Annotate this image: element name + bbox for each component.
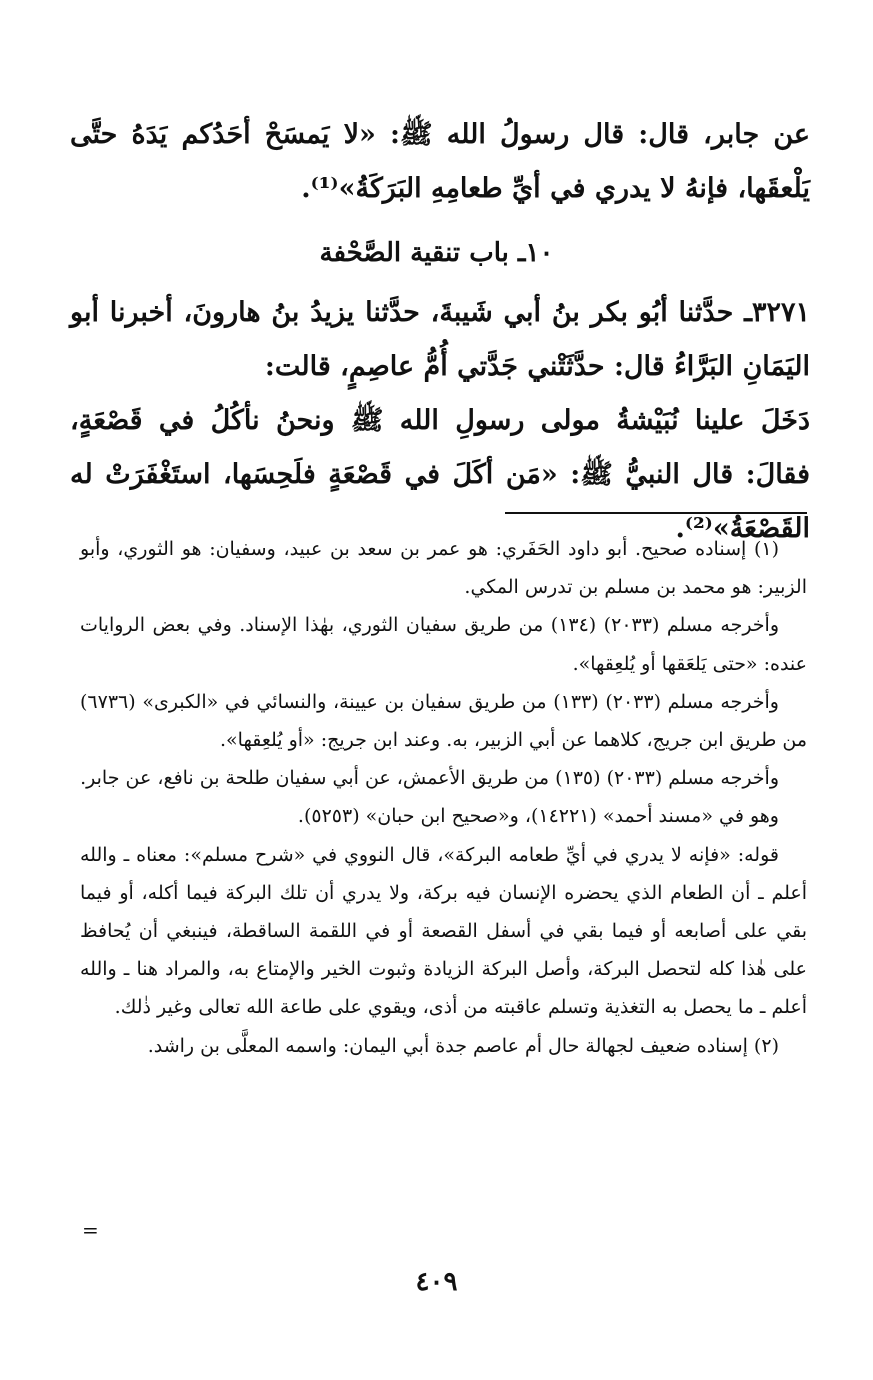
footnote-2: (٢) إسناده ضعيف لجهالة حال أم عاصم جدة أبي اليمان: واسمه المعلَّى بن راشد. [147,1034,779,1057]
footnote-1-takhrij-a: وأخرجه مسلم (٢٠٣٣) (١٣٤) من طريق سفيان الثوري، بهٰذا الإسناد. وفي بعض الروايات عنده: «حتى يَلعَقها أو يُلعِقها». [80,614,807,675]
footnote-1-commentary: قوله: «فإنه لا يدري في أيِّ طعامه البركة»، قال النووي في «شرح مسلم»: معناه ـ والله أعلم ـ أن الطعام الذي يحضره الإنسان فيه بركة، ولا يدري أن تلك البركة فيما أكله، أو فيما بقي على أصابعه أو فيما بقي في أسفل القصعة أو في اللقمة الساقطة، فينبغي أن يُحافظ على هٰذا كله لتحصل البركة، وأصل البركة الزيادة وثبوت الخير والإمتاع به، والمراد هنا ـ والله أعلم ـ ما يحصل به التغذية وتسلم عاقبته من أذى، ويقوي على طاعة الله تعالى وغير ذٰلك. [80,843,807,1019]
continuation-mark: = [82,1218,99,1242]
footnote-1-takhrij-c: وأخرجه مسلم (٢٠٣٣) (١٣٥) من طريق الأعمش، عن أبي سفيان طلحة بن نافع، عن جابر. [80,767,779,790]
page-number: ٤٠٩ [415,1267,458,1297]
footnote-1-references: وهو في «مسند أحمد» (١٤٢٢١)، و«صحيح ابن حبان» (٥٢٥٣). [297,805,779,828]
chapter-heading: ١٠ـ باب تنقية الصَّحْفة [319,238,554,268]
hadith-continuation: عن جابر، قال: قال رسولُ الله ﷺ: «لا يَمسَحْ أحَدُكم يَدَهُ حتَّى يَلْعقَها، فإنهُ لا يدري في أيِّ طعامِهِ البَرَكَةُ»⁽¹⁾. [70,119,810,204]
footnotes [80,530,807,1065]
footnote-1-takhrij-b: وأخرجه مسلم (٢٠٣٣) (١٣٣) من طريق سفيان بن عيينة، والنسائي في «الكبرى» (٦٧٣٦) من طريق ابن جريج، كلاهما عن أبي الزبير، به. وعند ابن جريج: «أو يُلعِقها». [80,690,807,752]
footnote-separator [505,512,807,514]
hadith-isnad: ٣٢٧١ـ حدَّثنا أبُو بكر بنُ أبي شَيبةَ، حدَّثنا يزيدُ بنُ هارونَ، أخبرنا أبو اليَمَانِ البَرَّاءُ قال: حدَّثَتْني جَدَّتي أُمُّ عاصِمٍ، قالت: [70,297,810,382]
hadith-matn: دَخَلَ علينا نُبَيْشةُ مولى رسولِ الله ﷺ ونحنُ نأكُلُ في قَصْعَةٍ، فقالَ: قال النبيُّ ﷺ: «مَن أكَلَ في قَصْعَةٍ فلَحِسَها، استَغْفَرَتْ له القَصْعَةُ»⁽²⁾. [70,405,810,544]
footnote-1: (١) إسناده صحيح. أبو داود الحَفَري: هو عمر بن سعد بن عبيد، وسفيان: هو الثوري، وأبو الزبير: هو محمد بن مسلم بن تدرس المكي. [80,538,807,599]
